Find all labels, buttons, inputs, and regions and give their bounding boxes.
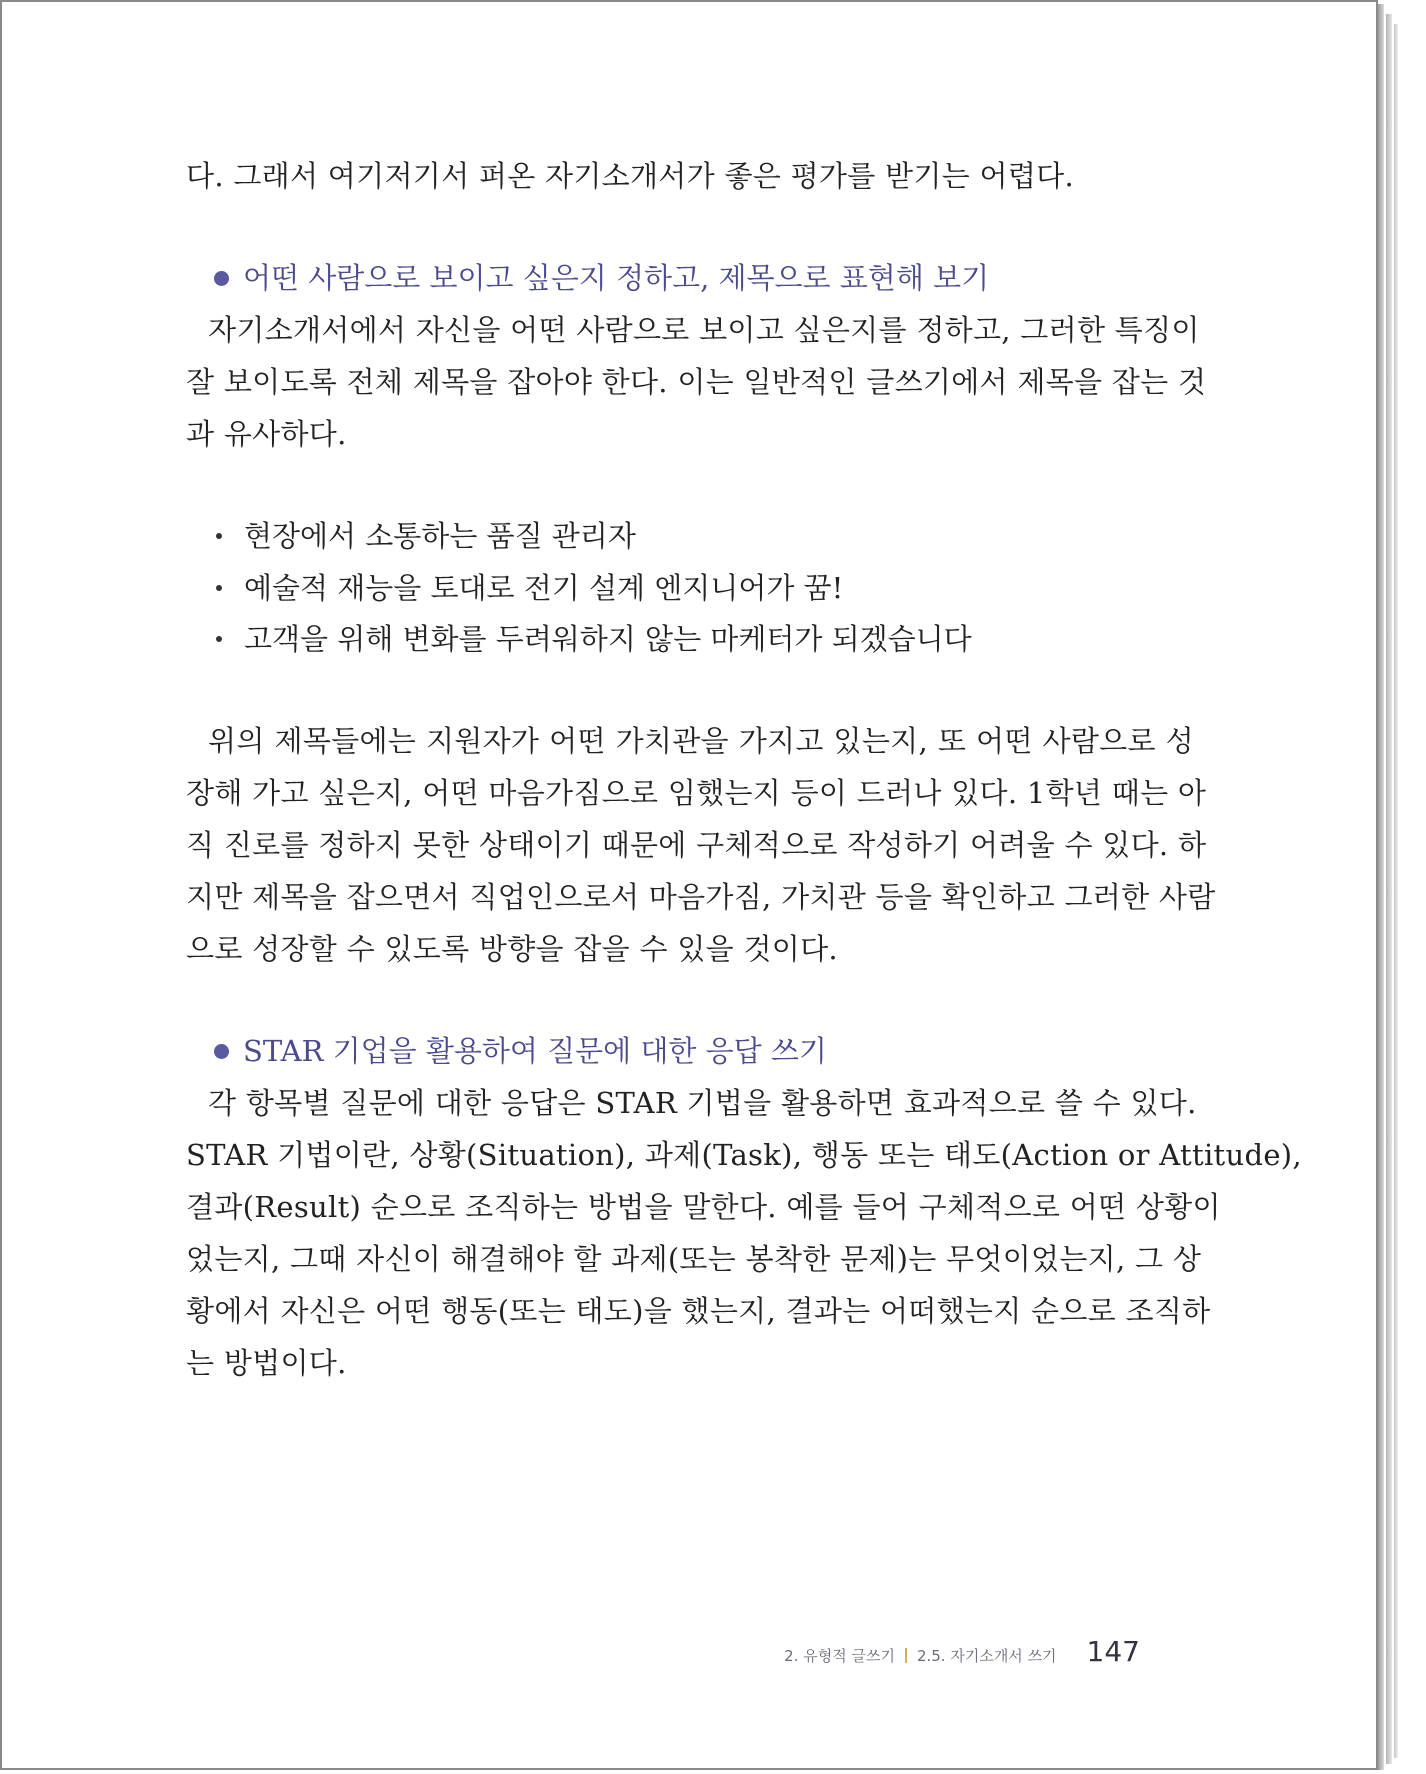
bullet-icon <box>216 585 222 591</box>
paragraph-line: 었는지, 그때 자신이 해결해야 할 과제(또는 봉착한 문제)는 무엇이었는지, 그 상 <box>186 1242 1202 1276</box>
paragraph-line: 과 유사하다. <box>186 417 347 451</box>
heading-bullet-icon <box>214 271 229 286</box>
page-edge <box>1394 24 1398 1758</box>
section-heading-text: 어떤 사람으로 보이고 싶은지 정하고, 제목으로 표현해 보기 <box>243 261 990 295</box>
paragraph-line: 장해 가고 싶은지, 어떤 마음가짐으로 임했는지 등이 드러나 있다. 1학년 때는 아 <box>186 776 1207 810</box>
page-number: 147 <box>1086 1635 1140 1668</box>
list-item-text: 현장에서 소통하는 품질 관리자 <box>244 519 636 553</box>
list-item-text: 고객을 위해 변화를 두려워하지 않는 마케터가 되겠습니다 <box>244 622 972 656</box>
bullet-icon <box>216 636 222 642</box>
paragraph-line: 위의 제목들에는 지원자가 어떤 가치관을 가지고 있는지, 또 어떤 사람으로 성 <box>208 724 1194 758</box>
paragraph-line: 는 방법이다. <box>186 1346 347 1380</box>
heading-bullet-icon <box>214 1044 229 1059</box>
list-item-text: 예술적 재능을 토대로 전기 설계 엔지니어가 꿈! <box>244 571 844 605</box>
paragraph-line: 결과(Result) 순으로 조직하는 방법을 말한다. 예를 들어 구체적으로 어떤 상황이 <box>186 1190 1221 1224</box>
paragraph-line: 각 항목별 질문에 대한 응답은 STAR 기법을 활용하면 효과적으로 쓸 수 있다. <box>208 1086 1197 1120</box>
paragraph-line: 잘 보이도록 전체 제목을 잡아야 한다. 이는 일반적인 글쓰기에서 제목을 잡는 것 <box>186 365 1207 399</box>
section-heading-text: STAR 기업을 활용하여 질문에 대한 응답 쓰기 <box>243 1034 827 1068</box>
bullet-icon <box>216 533 222 539</box>
paragraph-line: 지만 제목을 잡으면서 직업인으로서 마음가짐, 가치관 등을 확인하고 그러한 사람 <box>186 880 1216 914</box>
footer-separator <box>905 1648 907 1663</box>
footer-chapter: 2. 유형적 글쓰기 <box>784 1647 895 1665</box>
paragraph-line: 자기소개서에서 자신을 어떤 사람으로 보이고 싶은지를 정하고, 그러한 특징이 <box>208 313 1200 347</box>
paragraph-line: 으로 성장할 수 있도록 방향을 잡을 수 있을 것이다. <box>186 932 838 966</box>
list-item <box>216 619 972 659</box>
footer-section: 2.5. 자기소개서 쓰기 <box>916 1647 1057 1665</box>
paragraph-line: STAR 기법이란, 상황(Situation), 과제(Task), 행동 또는 태도(Action or Attitude), <box>186 1138 1302 1172</box>
intro-line: 다. 그래서 여기저기서 퍼온 자기소개서가 좋은 평가를 받기는 어렵다. <box>186 159 1074 193</box>
page-edge <box>1386 14 1392 1764</box>
list-item <box>216 516 636 556</box>
paragraph-line: 황에서 자신은 어떤 행동(또는 태도)을 했는지, 결과는 어떠했는지 순으로 조직하 <box>186 1294 1211 1328</box>
list-item <box>216 568 843 608</box>
page-footer <box>784 1635 1140 1668</box>
page-edge <box>1378 4 1384 1770</box>
section-heading-title <box>214 1031 827 1071</box>
paragraph-line: 직 진로를 정하지 못한 상태이기 때문에 구체적으로 작성하기 어려울 수 있다. 하 <box>186 828 1207 862</box>
section-heading-title <box>214 258 989 298</box>
